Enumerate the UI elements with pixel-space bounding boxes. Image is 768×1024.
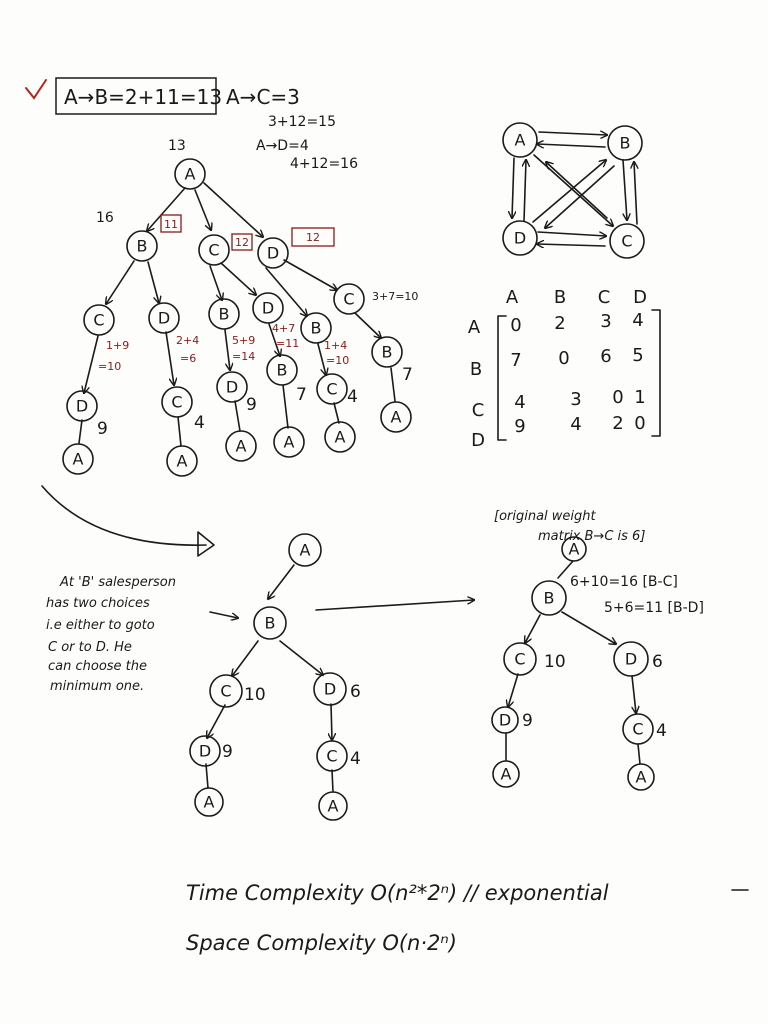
tree1-leaf-a1 <box>63 444 93 474</box>
graph-node-c <box>610 224 644 258</box>
right-note-line2: matrix B→C is 6] <box>538 529 646 544</box>
matrix-row-b: B <box>469 359 483 380</box>
curved-arrow <box>42 486 206 545</box>
matrix-left-bracket <box>498 316 506 440</box>
tree1-node-bd <box>149 303 179 333</box>
tree3-leaf-a1 <box>493 761 519 787</box>
svg-text:can choose the: can choose the <box>48 659 148 674</box>
tree2-node-c <box>210 675 242 707</box>
tree2-node-a <box>289 534 321 566</box>
tree2-weight-c: 10 <box>244 685 266 705</box>
tree3-edges <box>506 561 640 764</box>
matrix-cell: 1 <box>634 387 646 408</box>
svg-text:1+4: 1+4 <box>324 339 348 352</box>
tree1-leaf-a5 <box>325 422 355 452</box>
tree1-leaf-a6 <box>381 402 411 432</box>
svg-text:=11: =11 <box>276 337 300 350</box>
tree1-node-a <box>175 159 205 189</box>
svg-text:A: A <box>283 432 295 452</box>
svg-text:A: A <box>176 451 188 471</box>
note-a-d-calc: 4+12=16 <box>290 156 358 172</box>
matrix-cell: 6 <box>600 346 612 367</box>
matrix-cell: 0 <box>612 387 624 408</box>
svg-text:B: B <box>381 342 393 362</box>
svg-text:A: A <box>327 796 339 816</box>
tree3-leaf-a2 <box>628 764 654 790</box>
tree3-node-a <box>562 537 586 561</box>
tree2-weight-d: 6 <box>350 682 361 702</box>
svg-text:C: C <box>220 681 232 701</box>
svg-text:B: B <box>264 613 276 633</box>
matrix-col-c: C <box>597 287 611 308</box>
tree1-tag-d <box>292 228 334 246</box>
svg-text:C: C <box>632 719 644 739</box>
matrix-row-a: A <box>467 317 481 338</box>
svg-text:B: B <box>218 304 230 324</box>
tree2-node-c2 <box>317 741 347 771</box>
matrix-col-d: D <box>633 287 647 308</box>
graph-node-a <box>503 123 537 157</box>
right-note-line1: [original weight <box>494 509 596 524</box>
svg-text:D: D <box>157 308 171 328</box>
tree3-weight-d: 6 <box>652 652 663 672</box>
tree1-node-bcd <box>67 391 97 421</box>
graph-edges <box>512 132 637 246</box>
svg-text:=6: =6 <box>180 352 197 365</box>
tree1-b-cost: 16 <box>96 210 114 226</box>
svg-text:C: C <box>326 379 338 399</box>
svg-text:A: A <box>72 449 84 469</box>
note-a-b: A→B=2+11=13 <box>64 85 223 109</box>
svg-text:11: 11 <box>164 218 178 231</box>
tree2-weight-d2: 9 <box>222 742 233 762</box>
tree1-node-cd <box>253 293 283 323</box>
graph-node-b <box>608 126 642 160</box>
tree3-node-d2 <box>492 707 518 733</box>
svg-text:D: D <box>513 228 527 248</box>
svg-text:B: B <box>136 236 148 256</box>
svg-text:C: C <box>514 649 526 669</box>
svg-text:A: A <box>235 436 247 456</box>
svg-text:C: C <box>171 392 183 412</box>
svg-text:D: D <box>198 741 212 761</box>
svg-text:A: A <box>500 764 512 784</box>
matrix-cell: 4 <box>514 392 526 413</box>
svg-text:1+9: 1+9 <box>106 339 130 352</box>
svg-text:A: A <box>568 539 580 559</box>
matrix-row-d: D <box>471 430 485 451</box>
tree3-node-c <box>504 643 536 675</box>
matrix-cell: 3 <box>600 311 612 332</box>
tree1-node-bdc <box>162 387 192 417</box>
tree1-calc-2 <box>176 334 199 365</box>
svg-text:has two choices: has two choices <box>46 596 150 611</box>
tree1-weight-c4: 4 <box>194 413 205 433</box>
matrix-col-b: B <box>553 287 567 308</box>
matrix-right-bracket <box>652 310 660 436</box>
tree2-leaf-a1 <box>195 788 223 816</box>
horizontal-arrow <box>316 600 474 610</box>
tree2-weight-c2: 4 <box>350 749 361 769</box>
svg-text:D: D <box>225 377 239 397</box>
tree1-node-d <box>258 238 288 268</box>
tree1-weight-b7: 7 <box>296 385 307 405</box>
tree1-calc-4 <box>272 322 299 350</box>
svg-text:C: C <box>326 746 338 766</box>
svg-text:=10: =10 <box>98 360 122 373</box>
tree1-calc-3 <box>232 334 255 363</box>
tree1-node-cb <box>209 299 239 329</box>
tree3-weight-c: 10 <box>544 652 566 672</box>
tree2-nodes <box>190 534 347 820</box>
svg-text:2+4: 2+4 <box>176 334 200 347</box>
graph-node-d <box>503 221 537 255</box>
tree2-node-d2 <box>190 736 220 766</box>
svg-text:i.e either to goto: i.e either to goto <box>46 618 155 633</box>
tree1-weight-b7b: 7 <box>402 365 413 385</box>
tree1-tag-c <box>232 234 252 250</box>
right-calc-bd: 5+6=11 [B-D] <box>604 600 704 616</box>
matrix-cell: 5 <box>632 345 644 366</box>
matrix-cell: 2 <box>612 413 624 434</box>
tree3-node-c2 <box>623 714 653 744</box>
weight-matrix <box>468 287 660 451</box>
tree1-node-dcb <box>372 337 402 367</box>
svg-text:C: C <box>621 231 633 251</box>
tree1-node-b <box>127 231 157 261</box>
matrix-cell: 0 <box>510 315 522 336</box>
svg-text:A: A <box>299 540 311 560</box>
matrix-cell: 4 <box>570 414 582 435</box>
svg-text:minimum one.: minimum one. <box>50 679 145 694</box>
tree2-node-b <box>254 607 286 639</box>
svg-text:D: D <box>266 243 280 263</box>
tree1-weight-d9b: 9 <box>246 395 257 415</box>
right-calc-bc: 6+10=16 [B-C] <box>570 574 678 590</box>
matrix-cell: 7 <box>510 350 522 371</box>
svg-text:A: A <box>203 792 215 812</box>
matrix-cell: 0 <box>634 413 646 434</box>
matrix-cell: 2 <box>554 313 566 334</box>
tree3-weight-c2: 4 <box>656 721 667 741</box>
svg-text:C: C <box>208 240 220 260</box>
svg-text:D: D <box>261 298 275 318</box>
svg-text:A: A <box>635 767 647 787</box>
svg-text:A: A <box>334 427 346 447</box>
svg-text:B: B <box>619 133 631 153</box>
tree1-calc-dc: 3+7=10 <box>372 290 419 303</box>
tree1-weight-d9: 9 <box>97 419 108 439</box>
svg-text:=10: =10 <box>326 354 350 367</box>
tree2-leaf-a2 <box>319 792 347 820</box>
svg-text:B: B <box>310 318 322 338</box>
svg-text:B: B <box>276 360 288 380</box>
note-a-c: A→C=3 <box>226 85 300 109</box>
tree1-leaf-a4 <box>274 427 304 457</box>
time-complexity: Time Complexity O(n²*2ⁿ) // exponential <box>186 881 609 905</box>
svg-text:=14: =14 <box>232 350 256 363</box>
space-complexity: Space Complexity O(n·2ⁿ) <box>186 931 457 955</box>
note-a-d: A→D=4 <box>256 138 309 154</box>
svg-text:A: A <box>390 407 402 427</box>
tree1-node-dc <box>334 284 364 314</box>
tree1-node-dbc <box>317 374 347 404</box>
matrix-cell: 0 <box>558 348 570 369</box>
tree1-root-cost: 13 <box>168 138 186 154</box>
tree1-weight-c4b: 4 <box>347 387 358 407</box>
note-a-c-calc: 3+12=15 <box>268 114 336 130</box>
svg-text:D: D <box>624 649 638 669</box>
svg-text:C: C <box>93 310 105 330</box>
svg-text:4+7: 4+7 <box>272 322 296 335</box>
svg-text:C: C <box>343 289 355 309</box>
matrix-cell: 4 <box>632 310 644 331</box>
svg-text:D: D <box>323 679 337 699</box>
matrix-row-c: C <box>471 400 485 421</box>
matrix-col-a: A <box>505 287 519 308</box>
check-mark-icon <box>26 80 46 98</box>
svg-text:12: 12 <box>306 231 320 244</box>
curved-arrow-head <box>198 532 214 556</box>
svg-text:5+9: 5+9 <box>232 334 256 347</box>
svg-text:At 'B' salesperson: At 'B' salesperson <box>60 575 177 590</box>
svg-text:D: D <box>498 710 512 730</box>
tree1-node-cbd <box>217 372 247 402</box>
tree1-leaf-a3 <box>226 431 256 461</box>
explanation-note <box>46 575 176 694</box>
svg-text:A: A <box>184 164 196 184</box>
tree1-leaf-a2 <box>167 446 197 476</box>
tree3-node-b <box>532 581 566 615</box>
tree2-node-d <box>314 673 346 705</box>
svg-text:B: B <box>543 588 555 608</box>
tree1-node-c <box>199 235 229 265</box>
tree3-weight-d2: 9 <box>522 711 533 731</box>
tree1-node-bc <box>84 305 114 335</box>
tree1-tag-b <box>161 215 181 232</box>
tree1-calc-5 <box>324 339 349 367</box>
svg-text:12: 12 <box>235 236 249 249</box>
svg-text:A: A <box>514 130 526 150</box>
svg-text:D: D <box>75 396 89 416</box>
tree1-calc-1 <box>98 339 129 373</box>
pointer-arrow <box>210 612 238 618</box>
tree1-node-cdb <box>267 355 297 385</box>
tree3-node-d <box>614 642 648 676</box>
matrix-cell: 3 <box>570 389 582 410</box>
svg-text:C or to D. He: C or to D. He <box>48 640 132 655</box>
matrix-cell: 9 <box>514 416 526 437</box>
